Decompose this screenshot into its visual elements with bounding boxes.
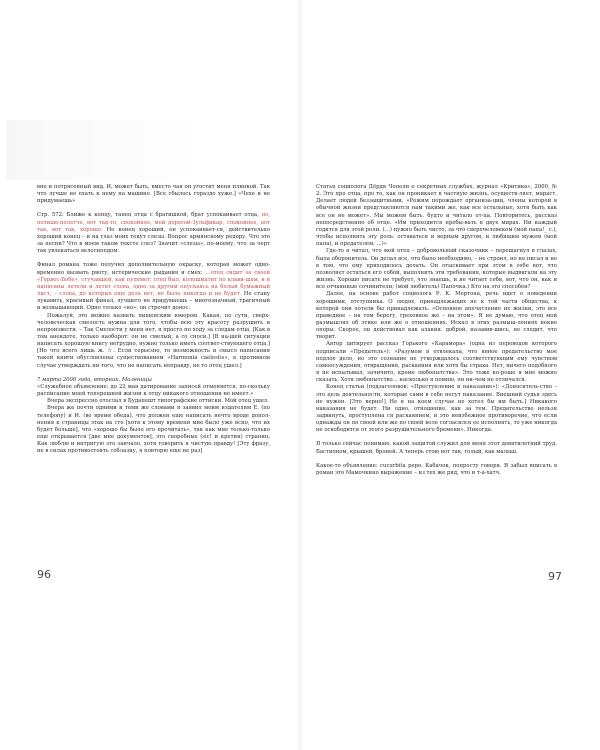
paragraph: Вчера экспрессно отослал в Будапешт типографские оттиски. Мой отец ушел. (47, 398, 269, 405)
right-page (300, 0, 600, 750)
paragraph: Я только сейчас понимаю, какой защитой служил для меня этот девятилетний труд. Бастионом, крышей, броней. А теперь стою вот так, голый, как малыш. (316, 441, 557, 455)
paragraph: Статья социолога Дёрдя Чепели о секретных службах, журнал «Критика», 2000, № 2. Это про отца, про то, как он проникает в частную жизнь, осуществ-ляет, мараст. Делает людей беззащитными. «Режим порождает организа-ции, члены которой в обычной жизни представляются нам такими же, как все остальные, хотя быть как все он не может». Мы можем быть. будто и читало от-ца. Повторитесь, рассказ непосредственно об отце. «Им приходится пребы-вать в двух мирах. Ни каждый годится для этой роли. (…) нужно быть чисто, за что сверхчеловеком (мой папа!_ с.), чтобы исполнить эту роль: оставаться и верным другом, и любящим мужем (мой папа), и предателем, ...)» (316, 184, 557, 248)
paragraph: Вчера же почти одними и теми же словами я заявил моим издателям Е. (по телефону) и И. (во время обеда), что должен еще написать нечто вроде допол-нения к страницы этак на сто [хотя к этому времени мне было уже ясно, что их будет больше], что «хорошо бы было его прочитать», так как мне только-только еще открывается [две мне документов], это своробных (sic! и кретин) страниц. Как люблю и интригую это занчало, хотя говорить я чистую правду! [Эту фразу, не в силах противостоять соблазну, я повторю еще не раз] (37, 405, 270, 455)
paragraph: Какое-то объявление: cucurbita pepo. Кабачок, попросту говоря. Я забыл вписать в роман это Мамочкино выражение – из тех же ряд, что и т-а-хатч. (316, 462, 557, 476)
paragraph: вне и потрясенный вид. И, может быть, вместо чая он угостит меня плинкой. Так что лучше не ехать к нему на машине. [Все сбылось гораздо хуже.] «Чехе и не придумаешь» (37, 184, 270, 205)
highlighted-quote: но, потише-полегче, вот так-то, спокойнее, мой дорогой-Зульфикар, спокойнее, вот так, вот так, хорошо. (37, 212, 270, 233)
paragraph: Где-то я читал, что мой отец – добровольный сказочник – перешагнул в глазах, была оборонитель. Он делал все, что было необходимо, – не строил, но не писал и не в том, что ему приходилось делать. Он отыскивает при этом в себе вот, что позволяет остаться его собой, выполнить эти требования, которые выдвигали на эту жизнь. Хорошо писать не требует, что знаешь, и не читает себя, вот, что он, как и все отчаянные сочинители; (мой любитель) Папочка.) Кто на это способен? (316, 248, 557, 291)
page-number: 96 (37, 568, 51, 581)
paragraph: Далее, на основе работ социолога Р. К. Мертона, речь идет о поведении хорошими, отступника. О людях, принадлежащих не к той части общества, к которой они хотели бы принадлежать. «Основное впечатление их жизни, это все праведное – на том берегу, греховное же – на этом». Я не думаю, что отец мой размышлял об этике или же о отношениях. Искал в этих размыш-лениях некие опоры. Скорее, он действовал как алакия. доброй, назавив-шись, не следит, что творит. (316, 291, 557, 341)
paragraph: Автор цитирует рассказ Горького «Карамора» (одна из переводов которого подписали «Предатель»): «Разумом я отвлекала, что явное предательство мое подлое дело, но это сознание не утверждалось соответствующим ему чувством самоосуждения, отвращения, раскаяния или хотя бы страха. Нет, ничего подобного я не испытывал, зачичито, кроме любопытства». Это тоже ко-рошо я мне можно сказать. Хотя любопытство... насколько я помню, он ни-чем не отличался. (316, 341, 557, 384)
paragraph: «Служебное объявление: до 22 мая датирование записей отменяется, по-скольку расписание моей теперешней жизни к отцу никакого отношения не имеет.» (37, 383, 270, 398)
paragraph: Конец статьи (подзаголовок: «Преступление и наказание»): «Доноситель-ство – это цель деятельности, которые сами в себе несут наказание. Внешний судья здесь не нужен. [Это верно!] Не я на коем случае не хотел бы им быть.] Никакого наказания не будет. Ни одно, отношение, как за тем. Предательство нельзя задвинуть, проступлена ся раскаянием, и это неизбежное противоречие, что если однажды он по своей или же по своей воле согласился ее исполнять, то уже никогда не освободится от этого разрушительного бремени». Никогда. (316, 384, 557, 434)
paragraph: Финал романа тоже получил дополнительную окраску, которая может одно-временно вызвать рвоту, истерические рыдания и смех: …отец сидит за своей «Гервес-Бобе», стучавшей, как пулемет; отец был, колошматит по клави-шам, и я написаны летели и летят слова, одно за другим опускаясь на белый бумажный лист, – слова, до которых еще дела нет, не было никогда и не будет. Не стану лукавить, красивый финал, лучшего не придумаешь – многозначный, трагичный и возвышающий. Одно только «но»: он строчит донос. (37, 262, 270, 312)
left-page-text (37, 184, 270, 455)
bleed-through-shadow (6, 120, 206, 180)
paragraph: Пожалуй, это можно назвать пищенским юмором. Какая, по сути, сверх-человеческая смелость нужна для того, чтобы всю эту красоту разрушить и непроизвести. – Так Смелости у меня нет, я просто по ходу за следам отца, [Как в том анекдоте, только наоборот: он не смелый, а со сноси.] [В на-шей ситуации написать хорошую книгу нетрудно, нужно только иметь соответ-ствующего отца.] [Но что всего лишь ж. ☆. Если серьезно, то возможность и смысл написания такой книги обусловлены существованием «Harmonia caelestis», в противном случае утверждать ни того, что не написать неправду, не то отец ушел.] (37, 312, 270, 369)
page-number: 97 (548, 570, 562, 583)
right-page-text (316, 184, 557, 477)
highlighted-quote: …отец сидит за своей «Гервес-Бобе», стучавшей, как пулемет; отец был, колошматит по клави-шам, и я написаны летели и летят слова, одно за другим опускаясь на белый бумажный лист, – слова, до которых еще дела нет, не было никогда и не будет. (37, 269, 270, 298)
dated-heading: 7 марта 2000 года, вторник. Маленицы (37, 376, 152, 383)
paragraph: Стр. 572. Ближе к концу, танец отца с братишкой, брат успокаивает отца, но, потише-полегче, вот так-то, спокойнее, мой дорогой-Зульфикар, спокойнее, вот так, вот так, хорошо. Но конец хороший, он успокаивает-ся, действительно хороший конец – и на глаз моих текут слезы. Вопрос армянскому редору. Что это за песни? Что в моем таком тексте слез? Значит «слезы», по-моему, что за черт так увлекаться велосипедом. (37, 212, 270, 255)
